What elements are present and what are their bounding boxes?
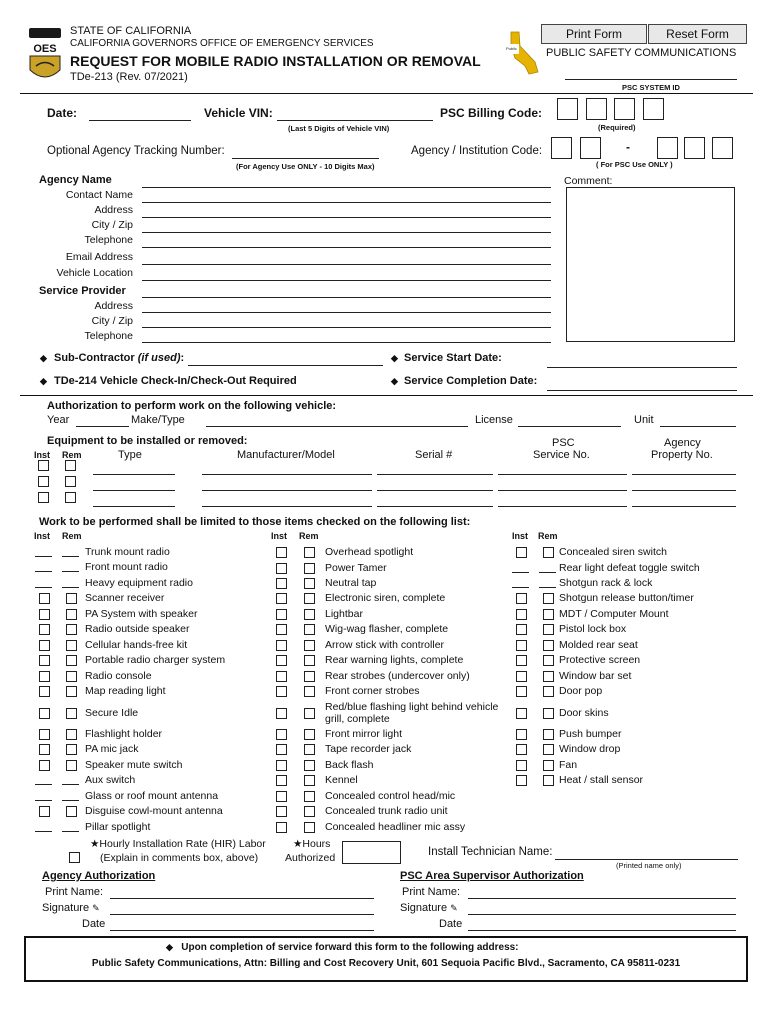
work-blank-field[interactable] <box>62 784 79 785</box>
work-checkbox[interactable] <box>304 671 315 682</box>
billing-code-box-1[interactable] <box>557 98 578 120</box>
work-item-label: Back flash <box>325 759 374 771</box>
serial-header: Serial # <box>415 449 453 461</box>
work-checkbox[interactable] <box>543 760 554 771</box>
billing-code-box-4[interactable] <box>643 98 664 120</box>
svg-text:Public: Public <box>506 46 517 51</box>
equip-row-field[interactable] <box>202 474 372 475</box>
reset-form-button[interactable]: Reset Form <box>648 24 747 44</box>
work-item-label: Radio outside speaker <box>85 623 190 635</box>
authorization-label: Authorization to perform work on the following vehicle: <box>47 400 337 412</box>
work-checkbox[interactable] <box>276 744 287 755</box>
work-blank-field[interactable] <box>62 556 79 557</box>
diamond-icon: ◆ <box>40 376 47 386</box>
work-checkbox[interactable] <box>276 775 287 786</box>
work-item-label: Electronic siren, complete <box>325 592 446 604</box>
vin-label: Vehicle VIN: <box>204 106 273 120</box>
work-checkbox[interactable] <box>516 624 527 635</box>
work-checkbox[interactable] <box>516 760 527 771</box>
work-item-label: Pistol lock box <box>559 623 627 635</box>
work-item-label: Speaker mute switch <box>85 759 183 771</box>
unit-field[interactable] <box>660 426 736 427</box>
vin-note: (Last 5 Digits of Vehicle VIN) <box>288 124 390 133</box>
work-checkbox[interactable] <box>304 760 315 771</box>
institution-code-label: Agency / Institution Code: <box>411 145 543 157</box>
work-checkbox[interactable] <box>516 609 527 620</box>
agency-date-label: Date <box>82 918 106 930</box>
psc-date-field[interactable] <box>468 930 736 931</box>
work-checkbox[interactable] <box>39 655 50 666</box>
form-title: REQUEST FOR MOBILE RADIO INSTALLATION OR REMOVAL <box>70 53 481 69</box>
state-label: STATE OF CALIFORNIA <box>70 25 192 37</box>
psc-auth-heading: PSC Area Supervisor Authorization <box>400 870 584 882</box>
service-start-field[interactable] <box>547 367 737 368</box>
work-item-label: Heat / stall sensor <box>559 774 644 786</box>
equip-rem-header: Rem <box>62 450 82 460</box>
work-checkbox[interactable] <box>304 547 315 558</box>
work-blank-field[interactable] <box>62 571 79 572</box>
work-item-label: Disguise cowl-mount antenna <box>85 805 223 817</box>
work-checkbox[interactable] <box>304 593 315 604</box>
footer-instruction: ◆ Upon completion of service forward this form to the following address: <box>166 942 519 953</box>
work-checkbox[interactable] <box>39 760 50 771</box>
work-checkbox[interactable] <box>543 671 554 682</box>
address-label: Address <box>94 204 133 216</box>
equip-row-field[interactable] <box>632 506 736 507</box>
type-header: Type <box>118 449 142 461</box>
col2-rem-header: Rem <box>299 531 319 541</box>
work-item-label: Radio console <box>85 670 152 682</box>
work-checkbox[interactable] <box>66 744 77 755</box>
work-checkbox[interactable] <box>276 655 287 666</box>
work-checkbox[interactable] <box>276 806 287 817</box>
diamond-icon: ◆ <box>166 942 173 952</box>
equip-row-field[interactable] <box>93 490 175 491</box>
work-checkbox[interactable] <box>304 729 315 740</box>
psc-signature-label: Signature ✎ <box>400 902 458 914</box>
email-label: Email Address <box>65 251 133 263</box>
work-blank-field[interactable] <box>539 587 556 588</box>
work-blank-field[interactable] <box>35 800 52 801</box>
print-form-button[interactable]: Print Form <box>541 24 647 44</box>
work-checkbox[interactable] <box>66 686 77 697</box>
psc-label: PUBLIC SAFETY COMMUNICATIONS <box>546 47 737 59</box>
work-item-label: Secure Idle <box>85 707 139 719</box>
work-checkbox[interactable] <box>543 686 554 697</box>
service-provider-label: Service Provider <box>39 285 126 297</box>
tracking-label: Optional Agency Tracking Number: <box>47 145 225 157</box>
work-item-label: Pillar spotlight <box>85 821 151 833</box>
pen-icon: ✎ <box>92 903 100 913</box>
psc-use-note: ( For PSC Use ONLY ) <box>596 160 673 169</box>
work-item-label: Trunk mount radio <box>85 546 170 558</box>
year-field[interactable] <box>76 426 129 427</box>
inst-code-box-5[interactable] <box>712 137 733 159</box>
tracking-field[interactable] <box>232 158 379 159</box>
subcontractor-field[interactable] <box>188 365 383 366</box>
service-start-label: Service Start Date: <box>404 352 502 364</box>
work-checkbox[interactable] <box>66 655 77 666</box>
hours-label: ★Hours <box>293 838 331 850</box>
psc-print-name-field[interactable] <box>468 898 736 899</box>
work-checkbox[interactable] <box>276 822 287 833</box>
work-blank-field[interactable] <box>62 587 79 588</box>
work-checkbox[interactable] <box>276 791 287 802</box>
work-item-label: Red/blue flashing light behind vehicle <box>325 701 499 713</box>
col2-inst-header: Inst <box>271 531 288 541</box>
work-checkbox[interactable] <box>276 708 287 719</box>
work-blank-field[interactable] <box>62 831 79 832</box>
agency-name-label: Agency Name <box>39 174 112 186</box>
work-checkbox[interactable] <box>276 578 287 589</box>
inst-code-dash: - <box>626 140 630 154</box>
col1-inst-header: Inst <box>34 531 51 541</box>
email-field[interactable] <box>142 264 551 265</box>
unit-label: Unit <box>634 414 654 426</box>
work-item-label: Rear strobes (undercover only) <box>325 670 470 682</box>
pen-icon: ✎ <box>450 903 458 913</box>
work-blank-field[interactable] <box>35 556 52 557</box>
work-checkbox[interactable] <box>66 609 77 620</box>
work-item-label: Tape recorder jack <box>325 743 412 755</box>
work-item-label: Neutral tap <box>325 577 377 589</box>
year-label: Year <box>47 414 70 426</box>
agency-print-name-field[interactable] <box>110 898 374 899</box>
work-checkbox[interactable] <box>516 640 527 651</box>
psc-date-label: Date <box>439 918 463 930</box>
tracking-note: (For Agency Use ONLY - 10 Digits Max) <box>236 162 375 171</box>
work-item-label: PA mic jack <box>85 743 139 755</box>
equip-rem-checkbox[interactable] <box>65 492 76 503</box>
psc-service-header: Service No. <box>533 449 590 461</box>
work-heading: Work to be performed shall be limited to those items checked on the following list: <box>39 516 471 528</box>
work-checkbox[interactable] <box>543 775 554 786</box>
inst-code-box-1[interactable] <box>551 137 572 159</box>
date-label: Date: <box>47 106 78 120</box>
provider-city-label: City / Zip <box>91 315 133 327</box>
telephone-field[interactable] <box>142 247 551 248</box>
license-label: License <box>475 414 513 426</box>
equip-row-field[interactable] <box>202 506 372 507</box>
work-checkbox[interactable] <box>39 744 50 755</box>
psc-signature-field[interactable] <box>468 914 736 915</box>
contact-name-label: Contact Name <box>65 189 133 201</box>
agency-print-name-label: Print Name: <box>45 886 104 898</box>
work-item-label: Door pop <box>559 685 603 697</box>
work-blank-field[interactable] <box>62 800 79 801</box>
equip-row-field[interactable] <box>93 506 175 507</box>
work-checkbox[interactable] <box>304 609 315 620</box>
work-checkbox[interactable] <box>39 708 50 719</box>
billing-code-box-3[interactable] <box>614 98 635 120</box>
billing-code-box-2[interactable] <box>586 98 607 120</box>
agency-auth-heading: Agency Authorization <box>42 870 156 882</box>
license-field[interactable] <box>518 426 621 427</box>
work-checkbox[interactable] <box>516 686 527 697</box>
work-item-label: Front mirror light <box>325 728 403 740</box>
psc-header: PSC <box>552 437 575 449</box>
work-checkbox[interactable] <box>276 686 287 697</box>
hours-field[interactable] <box>342 841 401 864</box>
work-checkbox[interactable] <box>39 640 50 651</box>
work-checkbox[interactable] <box>39 671 50 682</box>
equip-row-field[interactable] <box>632 490 736 491</box>
work-item-label: Window drop <box>559 743 621 755</box>
agency-header: Agency <box>664 437 701 449</box>
work-checkbox[interactable] <box>276 760 287 771</box>
work-checkbox[interactable] <box>516 671 527 682</box>
diamond-icon: ◆ <box>391 353 398 363</box>
work-checkbox[interactable] <box>304 686 315 697</box>
work-checkbox[interactable] <box>39 729 50 740</box>
manufacturer-header: Manufacturer/Model <box>237 449 335 461</box>
equip-row-field[interactable] <box>498 490 627 491</box>
work-item-label: Molded rear seat <box>559 639 638 651</box>
work-checkbox[interactable] <box>543 708 554 719</box>
work-checkbox[interactable] <box>516 593 527 604</box>
equip-row-field[interactable] <box>377 490 493 491</box>
equip-row-field[interactable] <box>377 474 493 475</box>
work-item-label: Glass or roof mount antenna <box>85 790 219 802</box>
work-checkbox[interactable] <box>66 806 77 817</box>
work-item-label: Overhead spotlight <box>325 546 414 558</box>
work-checkbox[interactable] <box>516 729 527 740</box>
telephone-label: Telephone <box>84 234 133 246</box>
work-item-label: grill, complete <box>325 713 390 725</box>
work-item-label: Concealed siren switch <box>559 546 667 558</box>
work-item-label: Fan <box>559 759 578 771</box>
work-item-label: Concealed control head/mic <box>325 790 456 802</box>
form-id: TDe-213 (Rev. 07/2021) <box>70 71 188 83</box>
work-checkbox[interactable] <box>304 655 315 666</box>
checkin-label: TDe-214 Vehicle Check-In/Check-Out Required <box>54 375 297 387</box>
work-checkbox[interactable] <box>276 640 287 651</box>
psc-system-id-label: PSC SYSTEM ID <box>622 83 680 92</box>
work-checkbox[interactable] <box>543 655 554 666</box>
equip-inst-checkbox[interactable] <box>38 492 49 503</box>
work-item-label: Rear light defeat toggle switch <box>559 562 700 574</box>
work-item-label: Protective screen <box>559 654 641 666</box>
work-checkbox[interactable] <box>516 775 527 786</box>
required-note: (Required) <box>598 123 636 132</box>
provider-address-field[interactable] <box>142 312 551 313</box>
work-item-label: Concealed headliner mic assy <box>325 821 466 833</box>
make-label: Make/Type <box>131 414 185 426</box>
diamond-icon: ◆ <box>40 353 47 363</box>
psc-print-name-label: Print Name: <box>402 886 461 898</box>
work-item-label: Aux switch <box>85 774 136 786</box>
work-checkbox[interactable] <box>66 729 77 740</box>
work-item-label: Map reading light <box>85 685 166 697</box>
agency-signature-label: Signature ✎ <box>42 902 100 914</box>
provider-city-field[interactable] <box>142 327 551 328</box>
work-checkbox[interactable] <box>543 729 554 740</box>
work-checkbox[interactable] <box>543 609 554 620</box>
work-checkbox[interactable] <box>304 791 315 802</box>
work-checkbox[interactable] <box>39 806 50 817</box>
work-item-label: Shotgun release button/timer <box>559 592 694 604</box>
hir-label: ★Hourly Installation Rate (HIR) Labor <box>90 838 266 850</box>
work-checkbox[interactable] <box>304 624 315 635</box>
work-checkbox[interactable] <box>304 775 315 786</box>
col3-rem-header: Rem <box>538 531 558 541</box>
equip-row-field[interactable] <box>202 490 372 491</box>
work-checkbox[interactable] <box>543 624 554 635</box>
work-item-label: Lightbar <box>325 608 363 620</box>
inst-code-box-4[interactable] <box>684 137 705 159</box>
agency-name-field[interactable] <box>142 187 551 188</box>
authorized-label: Authorized <box>285 852 336 864</box>
work-item-label: Power Tamer <box>325 562 387 574</box>
work-checkbox[interactable] <box>543 547 554 558</box>
work-blank-field[interactable] <box>539 572 556 573</box>
inst-code-box-3[interactable] <box>657 137 678 159</box>
equip-row-field[interactable] <box>498 474 627 475</box>
work-checkbox[interactable] <box>66 593 77 604</box>
work-checkbox[interactable] <box>276 624 287 635</box>
work-checkbox[interactable] <box>276 563 287 574</box>
date-field[interactable] <box>89 120 191 121</box>
diamond-icon: ◆ <box>391 376 398 386</box>
equip-row-field[interactable] <box>632 474 736 475</box>
equipment-heading: Equipment to be installed or removed: <box>47 435 248 447</box>
work-item-label: Concealed trunk radio unit <box>325 805 448 817</box>
col1-rem-header: Rem <box>62 531 82 541</box>
provider-address-label: Address <box>94 300 133 312</box>
star-icon: ★ <box>293 838 303 850</box>
work-item-label: Rear warning lights, complete <box>325 654 464 666</box>
equip-rem-checkbox[interactable] <box>65 476 76 487</box>
work-item-label: Kennel <box>325 774 358 786</box>
work-item-label: MDT / Computer Mount <box>559 608 669 620</box>
hir-note: (Explain in comments box, above) <box>100 852 259 864</box>
work-checkbox[interactable] <box>543 640 554 651</box>
work-checkbox[interactable] <box>516 708 527 719</box>
work-item-label: PA System with speaker <box>85 608 198 620</box>
work-checkbox[interactable] <box>66 708 77 719</box>
logo-text: OES <box>33 43 57 55</box>
work-checkbox[interactable] <box>276 609 287 620</box>
make-field[interactable] <box>206 426 468 427</box>
work-checkbox[interactable] <box>516 547 527 558</box>
address-field[interactable] <box>142 217 551 218</box>
work-checkbox[interactable] <box>39 593 50 604</box>
agency-signature-field[interactable] <box>110 914 374 915</box>
work-checkbox[interactable] <box>276 729 287 740</box>
equip-inst-header: Inst <box>34 450 51 460</box>
equip-inst-checkbox[interactable] <box>38 460 49 471</box>
work-blank-field[interactable] <box>35 784 52 785</box>
service-completion-field[interactable] <box>547 390 737 391</box>
work-checkbox[interactable] <box>543 744 554 755</box>
work-checkbox[interactable] <box>304 822 315 833</box>
work-blank-field[interactable] <box>35 571 52 572</box>
technician-label: Install Technician Name: <box>428 846 553 858</box>
work-item-label: Portable radio charger system <box>85 654 226 666</box>
contact-name-field[interactable] <box>142 202 551 203</box>
vin-field[interactable] <box>277 120 433 121</box>
work-item-label: Heavy equipment radio <box>85 577 193 589</box>
col3-inst-header: Inst <box>512 531 529 541</box>
agency-date-field[interactable] <box>110 930 374 931</box>
oes-logo <box>27 26 63 86</box>
vehicle-location-field[interactable] <box>142 280 551 281</box>
work-item-label: Door skins <box>559 707 609 719</box>
work-checkbox[interactable] <box>66 640 77 651</box>
city-zip-field[interactable] <box>142 232 551 233</box>
star-icon: ★ <box>90 838 100 850</box>
work-blank-field[interactable] <box>512 587 529 588</box>
footer-address: Public Safety Communications, Attn: Billing and Cost Recovery Unit, 601 Sequoia Pacific Blvd., Sacramento, CA 95811-0231 <box>91 958 681 969</box>
work-item-label: Window bar set <box>559 670 632 682</box>
work-item-label: Front corner strobes <box>325 685 420 697</box>
service-provider-field[interactable] <box>142 297 551 298</box>
work-checkbox[interactable] <box>304 578 315 589</box>
work-checkbox[interactable] <box>304 806 315 817</box>
work-checkbox[interactable] <box>304 708 315 719</box>
work-item-label: Shotgun rack & lock <box>559 577 653 589</box>
billing-code-label: PSC Billing Code: <box>440 106 542 120</box>
hir-checkbox[interactable] <box>69 852 80 863</box>
work-item-label: Arrow stick with controller <box>325 639 445 651</box>
equip-inst-checkbox[interactable] <box>38 476 49 487</box>
agency-label: CALIFORNIA GOVERNORS OFFICE OF EMERGENCY SERVICES <box>70 38 374 49</box>
work-item-label: Front mount radio <box>85 561 168 573</box>
work-checkbox[interactable] <box>304 744 315 755</box>
work-checkbox[interactable] <box>304 563 315 574</box>
work-checkbox[interactable] <box>543 593 554 604</box>
work-checkbox[interactable] <box>39 609 50 620</box>
work-checkbox[interactable] <box>276 547 287 558</box>
work-item-label: Flashlight holder <box>85 728 163 740</box>
work-blank-field[interactable] <box>35 831 52 832</box>
work-blank-field[interactable] <box>512 572 529 573</box>
work-checkbox[interactable] <box>66 671 77 682</box>
work-checkbox[interactable] <box>39 686 50 697</box>
provider-telephone-label: Telephone <box>84 330 133 342</box>
vehicle-location-label: Vehicle Location <box>56 267 133 279</box>
comment-box[interactable] <box>566 187 735 342</box>
work-checkbox[interactable] <box>276 671 287 682</box>
work-checkbox[interactable] <box>516 655 527 666</box>
work-checkbox[interactable] <box>39 624 50 635</box>
equip-row-field[interactable] <box>498 506 627 507</box>
work-checkbox[interactable] <box>304 640 315 651</box>
equip-row-field[interactable] <box>93 474 175 475</box>
subcontractor-label: Sub-Contractor (if used): <box>54 352 185 364</box>
work-item-label: Wig-wag flasher, complete <box>325 623 449 635</box>
work-item-label: Cellular hands-free kit <box>85 639 188 651</box>
equip-rem-checkbox[interactable] <box>65 460 76 471</box>
work-checkbox[interactable] <box>276 593 287 604</box>
city-zip-label: City / Zip <box>91 219 133 231</box>
work-item-label: Push bumper <box>559 728 622 740</box>
work-blank-field[interactable] <box>35 587 52 588</box>
work-checkbox[interactable] <box>66 624 77 635</box>
comment-label: Comment: <box>564 175 613 187</box>
inst-code-box-2[interactable] <box>580 137 601 159</box>
printed-note: (Printed name only) <box>616 861 682 870</box>
equip-row-field[interactable] <box>377 506 493 507</box>
work-checkbox[interactable] <box>516 744 527 755</box>
service-completion-label: Service Completion Date: <box>404 375 538 387</box>
psc-logo <box>505 28 545 76</box>
work-checkbox[interactable] <box>66 760 77 771</box>
provider-telephone-field[interactable] <box>142 342 551 343</box>
work-item-label: Scanner receiver <box>85 592 165 604</box>
property-header: Property No. <box>651 449 713 461</box>
